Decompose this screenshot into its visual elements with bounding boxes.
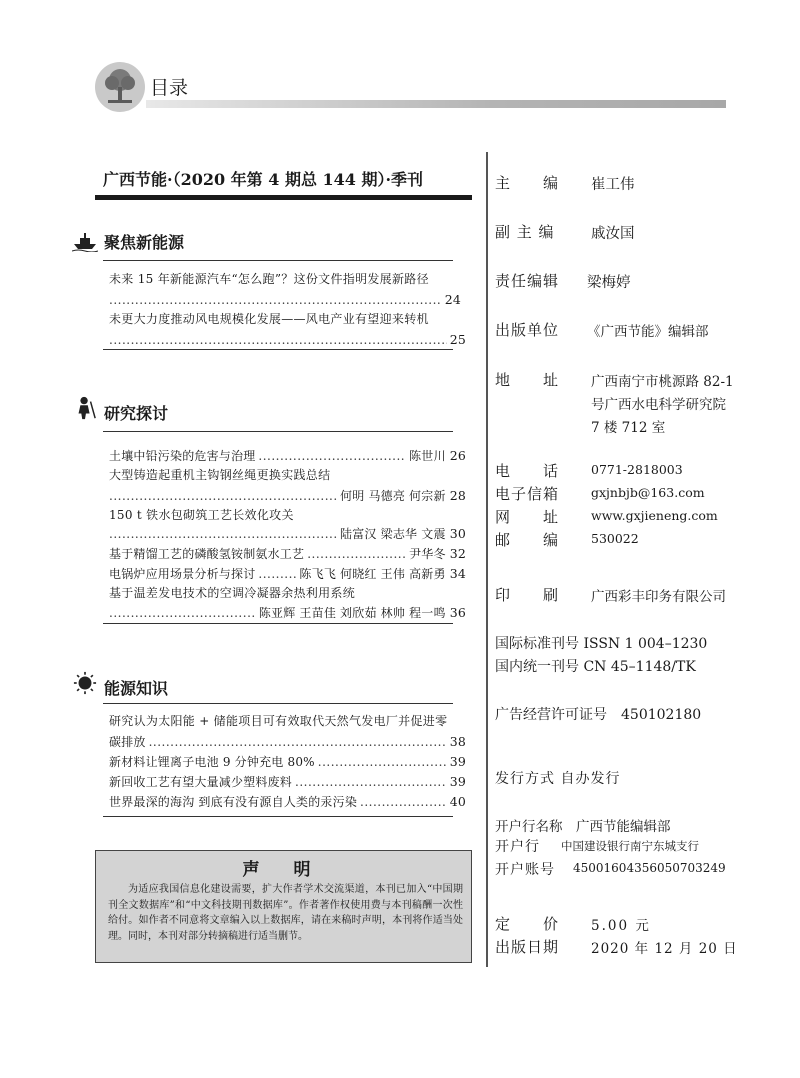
- column-divider: [486, 152, 488, 967]
- section-rule: [103, 260, 453, 261]
- toc-row[interactable]: [109, 332, 466, 347]
- leader-dots: [307, 547, 406, 561]
- article-title[interactable]: 150 t 铁水包砌筑工艺长效化攻关: [109, 508, 294, 522]
- toc-row[interactable]: [109, 753, 466, 770]
- section-title: 能源知识: [104, 679, 169, 698]
- toc-row[interactable]: [109, 545, 466, 562]
- label-bank: 开户行: [495, 839, 540, 855]
- label-address: 地 址: [495, 371, 560, 389]
- article-authors: 陈亚辉 王苗佳 刘欣茹 林帅 程一鸣: [258, 606, 446, 620]
- leader-dots: [109, 293, 442, 307]
- section-rule: [103, 431, 453, 432]
- article-authors: 何明 马德亮 何宗新: [340, 489, 446, 503]
- leader-dots: [295, 775, 447, 789]
- toc-row[interactable]: [109, 487, 466, 504]
- value-address-line: 7 楼 712 室: [591, 420, 666, 436]
- page-number: 26: [449, 448, 466, 463]
- toc-row[interactable]: [109, 793, 466, 810]
- notice-box: [95, 850, 472, 963]
- page-number: 34: [449, 566, 466, 581]
- page-title: 目录: [150, 77, 189, 99]
- page-number: 36: [449, 605, 466, 620]
- tree-icon: [103, 67, 137, 107]
- leader-dots: [258, 449, 406, 463]
- page-number: 32: [449, 546, 466, 561]
- article-title: 土壤中铅污染的危害与治理: [109, 449, 256, 463]
- masthead-rule: [95, 195, 472, 200]
- value-address-line: 广西南宁市桃源路 82-1: [591, 374, 734, 390]
- bulb-icon: [72, 671, 98, 695]
- notice-title: 声 明: [242, 860, 325, 880]
- leader-dots: [149, 735, 447, 749]
- masthead: 广西节能·（2020 年第 4 期总 144 期）·季刊: [103, 170, 424, 189]
- label-publisher: 出版单位: [495, 321, 560, 339]
- value-pub-date: 2020 年 12 月 20 日: [591, 941, 738, 957]
- label-price: 定 价: [495, 915, 560, 933]
- section-rule: [103, 816, 453, 817]
- leader-dots: [109, 333, 447, 347]
- label-pub-date: 出版日期: [495, 938, 560, 956]
- leader-dots: [109, 527, 337, 541]
- leader-dots: [360, 795, 447, 809]
- notice-text: 为适应我国信息化建设需要，扩大作者学术交流渠道，本刊已加入“中国期刊全文数据库”和“中文科技期刊数据库”。作者著作权使用费与本刊稿酬一次性给付。如作者不同意将文章编入以上数据库，请在来稿时声明，本刊将作适当处理。同时，本刊对部分转摘稿进行适当删节。: [108, 884, 463, 942]
- toc-row[interactable]: [109, 733, 466, 750]
- section-rule: [103, 349, 453, 350]
- section-title: 聚焦新能源: [104, 233, 185, 252]
- logo: [95, 62, 145, 112]
- page-number: 30: [449, 526, 466, 541]
- page-number: 40: [449, 794, 466, 809]
- page-number: 25: [449, 332, 466, 347]
- header-bar: [146, 100, 726, 108]
- distribution: 发行方式 自办发行: [495, 771, 621, 787]
- label-postcode: 邮 编: [495, 531, 560, 549]
- ship-icon: [72, 228, 98, 252]
- label-phone: 电 话: [495, 462, 560, 480]
- article-title: 基于精馏工艺的磷酸氢铵制氨水工艺: [109, 547, 305, 561]
- article-title[interactable]: 未来 15 年新能源汽车“怎么跑”？这份文件指明发展新路径: [109, 272, 429, 286]
- leader-dots: [109, 489, 337, 503]
- cn-number: 国内统一刊号 CN 45–1148/TK: [495, 659, 696, 675]
- value-account-no: 45001604356050703249: [573, 861, 726, 875]
- page-number: 38: [449, 734, 466, 749]
- toc-row[interactable]: [109, 292, 461, 307]
- section-rule: [103, 623, 453, 624]
- page-number: 24: [444, 292, 461, 307]
- value-postcode: 530022: [591, 531, 639, 546]
- label-account-no: 开户账号: [495, 862, 555, 878]
- value-phone: 0771-2818003: [591, 462, 683, 477]
- leader-dots: [109, 606, 256, 620]
- toc-row[interactable]: [109, 604, 466, 621]
- section-title: 研究探讨: [104, 404, 169, 423]
- article-title: 新材料让锂离子电池 9 分钟充电 80%: [109, 755, 315, 769]
- issn: 国际标准刊号 ISSN 1 004–1230: [495, 636, 708, 652]
- value-website[interactable]: www.gxjieneng.com: [591, 508, 718, 523]
- value-address-line: 号广西水电科学研究院: [591, 397, 726, 413]
- leader-dots: [318, 755, 447, 769]
- article-authors: 陈世川: [409, 449, 446, 463]
- toc-row[interactable]: [109, 773, 466, 790]
- article-authors: 尹华冬: [409, 547, 446, 561]
- label-chief-editor: 主 编: [495, 174, 560, 192]
- article-title[interactable]: 未更大力度推动风电规模化发展——风电产业有望迎来转机: [109, 312, 429, 326]
- article-authors: 陈飞飞 何晓红 王伟 高新勇: [299, 567, 446, 581]
- article-authors: 陆富汉 梁志华 文震: [340, 527, 446, 541]
- worker-icon: [72, 396, 98, 420]
- article-title[interactable]: 研究认为太阳能 + 储能项目可有效取代天然气发电厂并促进零: [109, 714, 448, 728]
- label-managing-editor: 责任编辑: [495, 272, 560, 290]
- article-title: 碳排放: [109, 735, 146, 749]
- value-printer: 广西彩丰印务有限公司: [591, 589, 726, 605]
- label-email: 电子信箱: [495, 485, 560, 503]
- value-price: 5.00 元: [591, 918, 651, 934]
- account-name: 开户行名称 广西节能编辑部: [495, 819, 671, 835]
- label-website: 网 址: [495, 508, 560, 526]
- value-chief-editor: 崔工伟: [591, 177, 635, 193]
- article-title: 世界最深的海沟 到底有没有源自人类的汞污染: [109, 795, 358, 809]
- value-managing-editor: 梁梅婷: [587, 275, 631, 291]
- label-printer: 印 刷: [495, 586, 560, 604]
- value-email[interactable]: gxjnbjb@163.com: [591, 485, 705, 500]
- page-number: 39: [449, 774, 466, 789]
- leader-dots: [258, 567, 296, 581]
- label-deputy-editor: 副 主 编: [495, 223, 555, 241]
- article-title[interactable]: 大型铸造起重机主钩钢丝绳更换实践总结: [109, 468, 331, 482]
- article-title: 新回收工艺有望大量减少塑料废料: [109, 775, 293, 789]
- ad-license: 广告经营许可证号 450102180: [495, 707, 702, 723]
- toc-row[interactable]: [109, 565, 466, 582]
- article-title[interactable]: 基于温差发电技术的空调冷凝器余热利用系统: [109, 586, 356, 600]
- value-publisher: 《广西节能》编辑部: [587, 324, 709, 340]
- page-number: 39: [449, 754, 466, 769]
- section-rule: [103, 703, 453, 704]
- toc-row[interactable]: [109, 525, 466, 542]
- value-deputy-editor: 戚汝国: [591, 226, 635, 242]
- article-title: 电锅炉应用场景分析与探讨: [109, 567, 256, 581]
- page-number: 28: [449, 488, 466, 503]
- toc-row[interactable]: [109, 447, 466, 464]
- value-bank: 中国建设银行南宁东城支行: [561, 839, 699, 853]
